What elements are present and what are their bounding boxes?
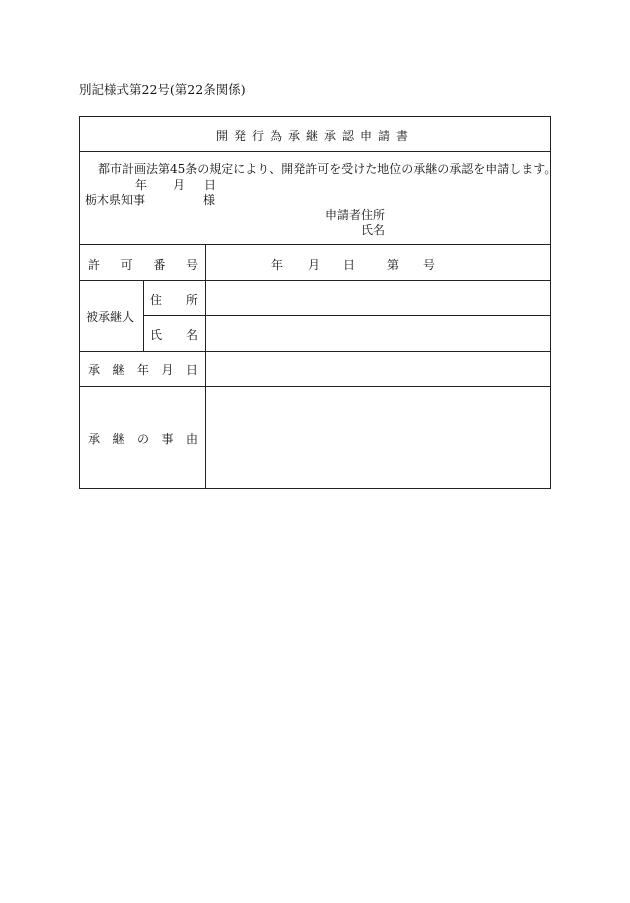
predecessor-label: 被承継人	[86, 310, 135, 324]
label-char: 年	[136, 363, 149, 377]
permit-no-prefix[interactable]: 第	[387, 258, 400, 272]
divider	[80, 386, 550, 387]
divider	[143, 315, 550, 316]
label-char: 住	[150, 293, 163, 307]
label-char: 継	[112, 363, 125, 377]
label-char: 名	[185, 328, 198, 342]
label-char: 承	[88, 432, 101, 446]
addressee-honorific: 様	[203, 193, 216, 207]
label-char: 事	[161, 432, 174, 446]
form-number: 別記様式第22号(第22条関係)	[79, 82, 246, 97]
label-char: 可	[120, 258, 133, 272]
permit-day[interactable]: 日	[343, 258, 356, 272]
label-char: 号	[185, 258, 198, 272]
label-char: 番	[153, 258, 166, 272]
addressee-name: 栃木県知事	[85, 193, 146, 207]
permit-no-suffix[interactable]: 号	[423, 258, 436, 272]
date-year[interactable]: 年	[135, 178, 148, 192]
predecessor-name-label	[150, 328, 198, 342]
date-day[interactable]: 日	[204, 178, 217, 192]
label-char: 承	[88, 363, 101, 377]
label-char: 月	[161, 363, 174, 377]
permit-year[interactable]: 年	[271, 258, 284, 272]
applicant-name-label[interactable]: 氏名	[361, 223, 386, 237]
statement-text: 都市計画法第45条の規定により、開発許可を受けた地位の承継の承認を申請します。	[98, 162, 557, 176]
label-char: 所	[185, 293, 198, 307]
label-char: 由	[185, 432, 198, 446]
label-char: 許	[88, 258, 101, 272]
reason-label	[88, 432, 198, 446]
label-char: 日	[185, 363, 198, 377]
permit-month[interactable]: 月	[308, 258, 321, 272]
date-month[interactable]: 月	[173, 178, 186, 192]
permit-number-label	[88, 258, 198, 272]
divider	[80, 280, 550, 281]
label-char: の	[136, 432, 149, 446]
label-char: 氏	[150, 328, 163, 342]
label-char: 継	[112, 432, 125, 446]
form-title: 開発行為承継承認申請書	[215, 129, 414, 143]
succession-date-label	[88, 363, 198, 377]
divider	[80, 151, 550, 152]
predecessor-address-label	[150, 293, 198, 307]
applicant-address-label[interactable]: 申請者住所	[325, 208, 386, 222]
application-form	[79, 116, 557, 489]
divider	[80, 244, 550, 245]
divider	[80, 351, 550, 352]
